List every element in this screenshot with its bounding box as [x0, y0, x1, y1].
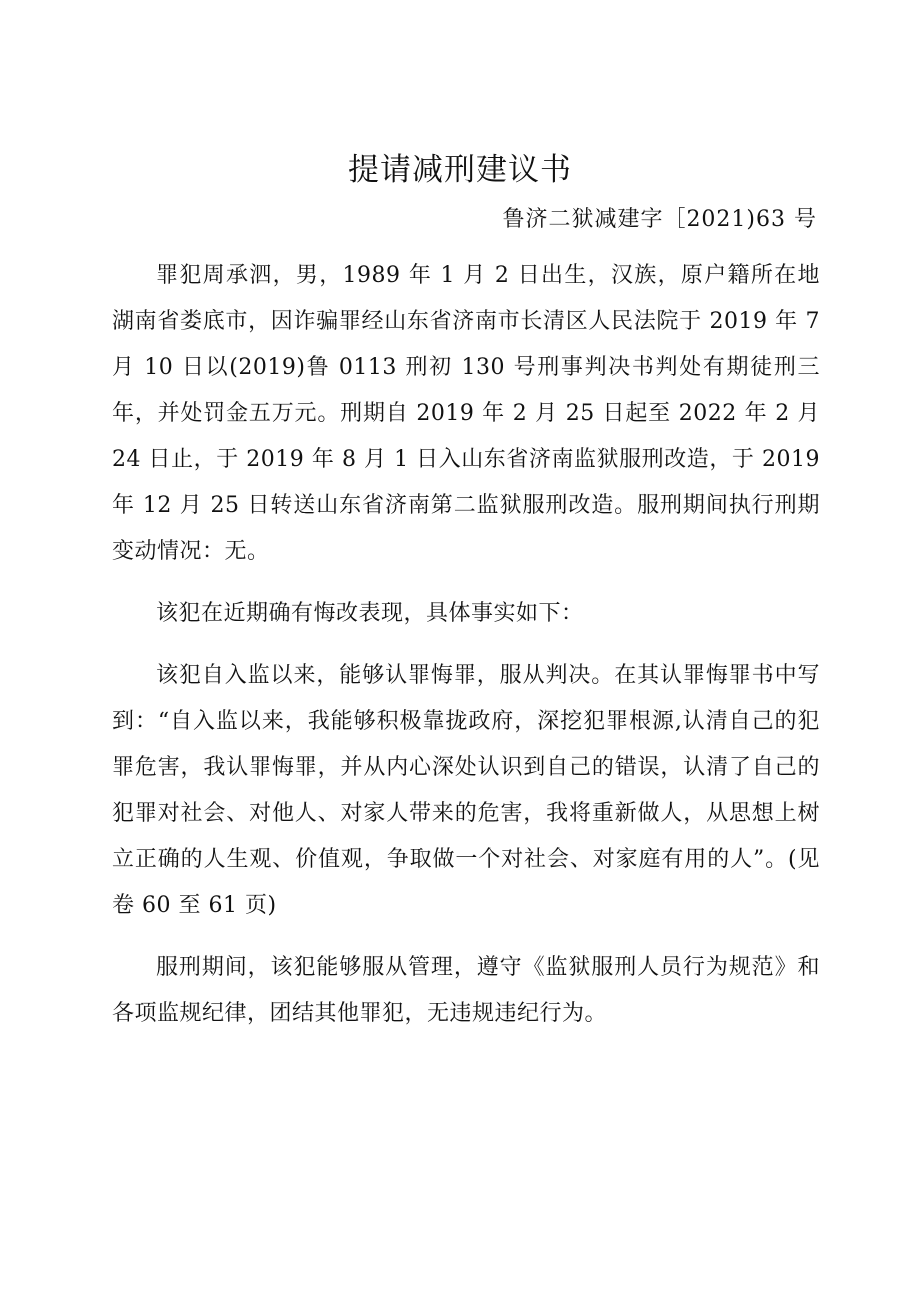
paragraph-conduct: 服刑期间，该犯能够服从管理，遵守《监狱服刑人员行为规范》和各项监规纪律，团结其他罪犯，无违规违纪行为。	[112, 955, 820, 1026]
document-title: 提请减刑建议书	[348, 152, 572, 188]
paragraph-repentance-intro: 该犯在近期确有悔改表现，具体事实如下：	[156, 601, 584, 626]
document-number: 鲁济二狱减建字［2021)63 号	[502, 207, 817, 232]
paragraph-criminal-info: 罪犯周承泗，男，1989 年 1 月 2 日出生，汉族，原户籍所在地湖南省娄底市，因诈骗罪经山东省济南市长清区人民法院于 2019 年 7 月 10 日以(2019)鲁 0113 刑初 130 号刑事判决书判处有期徒刑三年，并处罚金五万元。刑期自 2019 年 2 月 25 日起至 2022 年 2 月 24 日止，于 2019 年 8 月 1 日入山东省济南监狱服刑改造，于 2019 年 12 月 25 日转送山东省济南第二监狱服刑改造。服刑期间执行刑期变动情况：无。	[112, 263, 820, 564]
document-body	[112, 253, 820, 1053]
paragraph-confession: 该犯自入监以来，能够认罪悔罪，服从判决。在其认罪悔罪书中写到：“自入监以来，我能够积极靠拢政府，深挖犯罪根源,认清自己的犯罪危害，我认罪悔罪，并从内心深处认识到自己的错误，认清了自己的犯罪对社会、对他人、对家人带来的危害，我将重新做人，从思想上树立正确的人生观、价值观，争取做一个对社会、对家庭有用的人”。(见卷 60 至 61 页)	[112, 663, 820, 918]
